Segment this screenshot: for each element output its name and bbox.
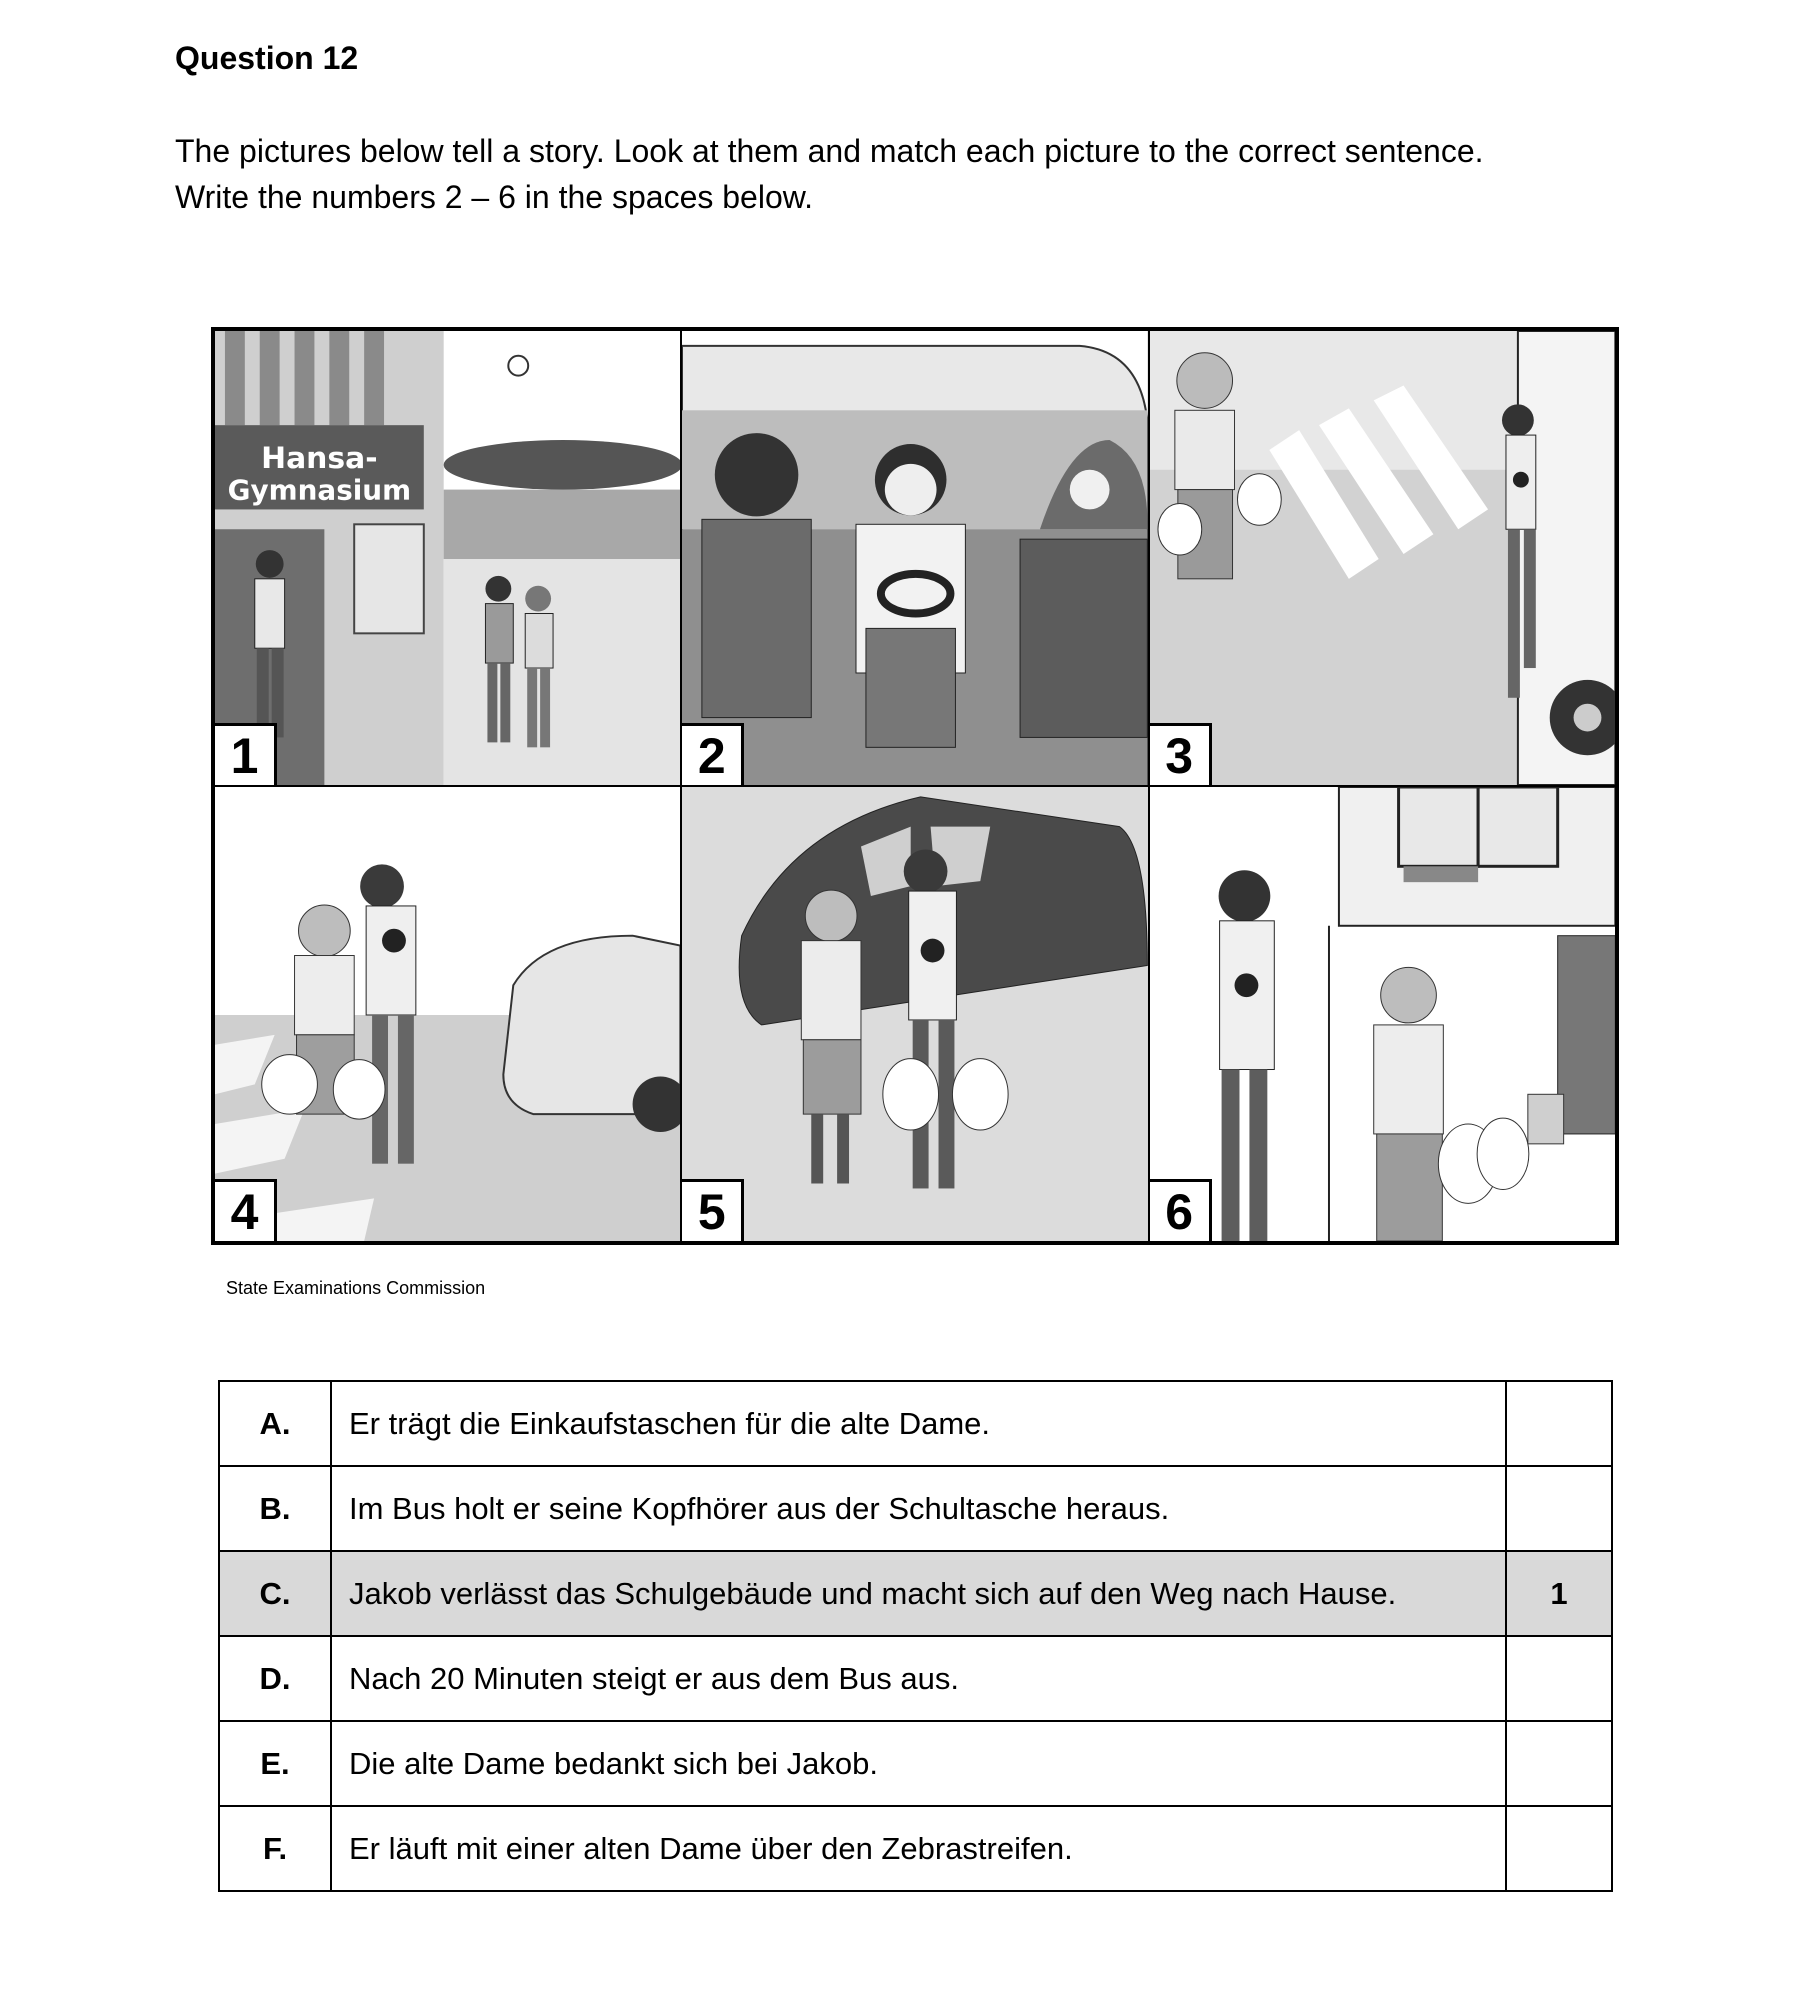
matching-table: [218, 1380, 1613, 1892]
school-scene-illustration: [215, 331, 680, 785]
table-row: [219, 1806, 1612, 1891]
table-row: [219, 1381, 1612, 1466]
picture-panel-6: [1149, 786, 1616, 1242]
school-sign-line-2: Gymnasium: [227, 473, 412, 507]
picture-panel-5: [681, 786, 1148, 1242]
picture-story-grid: [211, 327, 1619, 1245]
panel-number-4: 4: [215, 1179, 277, 1241]
table-row: [219, 1721, 1612, 1806]
row-sentence: Die alte Dame bedankt sich bei Jakob.: [331, 1721, 1506, 1806]
instruction-line-2: Write the numbers 2 – 6 in the spaces below.: [175, 179, 813, 215]
picture-panel-2: [681, 330, 1148, 786]
zebra-crossing-illustration: [215, 787, 680, 1241]
thank-you-illustration: [1150, 787, 1615, 1241]
panel-number-5: 5: [682, 1179, 744, 1241]
row-sentence: Nach 20 Minuten steigt er aus dem Bus aus.: [331, 1636, 1506, 1721]
carrying-bags-illustration: [682, 787, 1147, 1241]
image-credit: State Examinations Commission: [226, 1278, 486, 1298]
row-sentence: Er trägt die Einkaufstaschen für die alte Dame.: [331, 1381, 1506, 1466]
row-letter: E.: [219, 1721, 331, 1806]
answer-box[interactable]: [1506, 1721, 1612, 1806]
answer-box: 1: [1506, 1551, 1612, 1636]
bus-exit-illustration: [1150, 331, 1615, 785]
answer-box[interactable]: [1506, 1381, 1612, 1466]
table-row: [219, 1636, 1612, 1721]
bus-headphones-illustration: [682, 331, 1147, 785]
row-letter: A.: [219, 1381, 331, 1466]
table-row-example: [219, 1551, 1612, 1636]
row-sentence: Er läuft mit einer alten Dame über den Zebrastreifen.: [331, 1806, 1506, 1891]
instructions: [175, 128, 1675, 220]
panel-number-6: 6: [1150, 1179, 1212, 1241]
table-row: [219, 1466, 1612, 1551]
picture-panel-1: [214, 330, 681, 786]
picture-panel-4: [214, 786, 681, 1242]
panel-number-3: 3: [1150, 723, 1212, 785]
picture-panel-3: [1149, 330, 1616, 786]
row-letter: B.: [219, 1466, 331, 1551]
school-sign-line-1: Hansa-: [261, 440, 378, 476]
instruction-line-1: The pictures below tell a story. Look at them and match each picture to the correct sentence.: [175, 133, 1484, 169]
row-letter: D.: [219, 1636, 331, 1721]
panel-number-1: 1: [215, 723, 277, 785]
row-sentence: Jakob verlässt das Schulgebäude und macht sich auf den Weg nach Hause.: [331, 1551, 1506, 1636]
row-letter: C.: [219, 1551, 331, 1636]
answer-box[interactable]: [1506, 1466, 1612, 1551]
panel-number-2: 2: [682, 723, 744, 785]
answer-box[interactable]: [1506, 1636, 1612, 1721]
answer-box[interactable]: [1506, 1806, 1612, 1891]
row-sentence: Im Bus holt er seine Kopfhörer aus der Schultasche heraus.: [331, 1466, 1506, 1551]
question-title: Question 12: [175, 40, 359, 76]
row-letter: F.: [219, 1806, 331, 1891]
